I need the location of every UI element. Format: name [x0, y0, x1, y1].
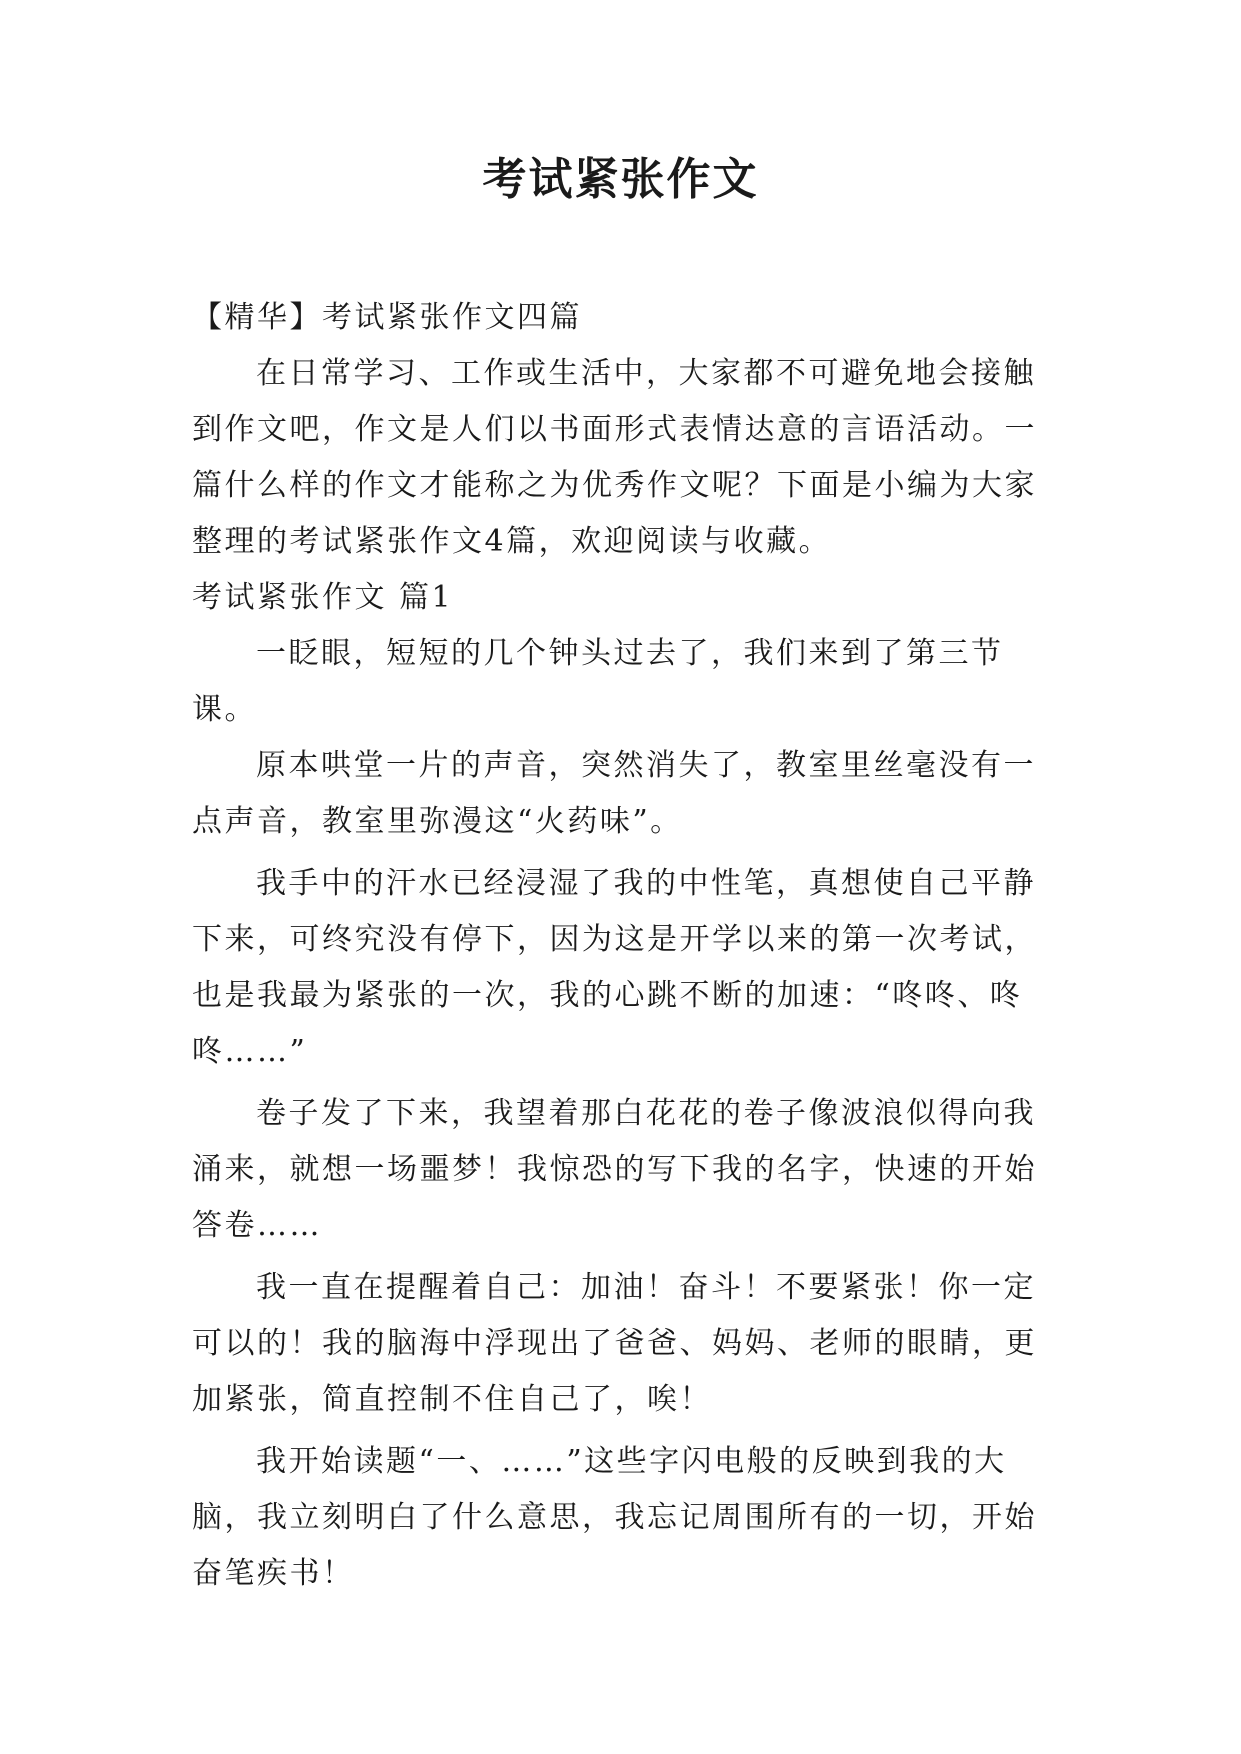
document-body: [192, 290, 1054, 1602]
document-title: 考试紧张作文: [482, 154, 759, 205]
body-paragraph: 一眨眼，短短的几个钟头过去了，我们来到了第三节课。: [192, 636, 1004, 727]
section-heading: 考试紧张作文 篇1: [192, 580, 454, 615]
intro-paragraph: 在日常学习、工作或生活中，大家都不可避免地会接触到作文吧，作文是人们以书面形式表情达意的言语活动。一篇什么样的作文才能称之为优秀作文呢？下面是小编为大家整理的考试紧张作文4篇，欢迎阅读与收藏。: [192, 356, 1037, 559]
body-paragraph: 卷子发了下来，我望着那白花花的卷子像波浪似得向我涌来，就想一场噩梦！我惊恐的写下我的名字，快速的开始答卷……: [192, 1096, 1037, 1243]
body-paragraph: 我开始读题“一、……”这些字闪电般的反映到我的大脑，我立刻明白了什么意思，我忘记周围所有的一切，开始奋笔疾书！: [192, 1444, 1037, 1591]
body-paragraph: 我手中的汗水已经浸湿了我的中性笔，真想使自己平静下来，可终究没有停下，因为这是开学以来的第一次考试，也是我最为紧张的一次，我的心跳不断的加速：“咚咚、咚咚……”: [192, 866, 1037, 1069]
subtitle: 【精华】考试紧张作文四篇: [192, 300, 582, 335]
body-paragraph: 我一直在提醒着自己：加油！奋斗！不要紧张！你一定可以的！我的脑海中浮现出了爸爸、妈妈、老师的眼睛，更加紧张，简直控制不住自己了，唉！: [192, 1270, 1037, 1417]
body-paragraph: 原本哄堂一片的声音，突然消失了，教室里丝毫没有一点声音，教室里弥漫这“火药味”。: [192, 748, 1036, 839]
